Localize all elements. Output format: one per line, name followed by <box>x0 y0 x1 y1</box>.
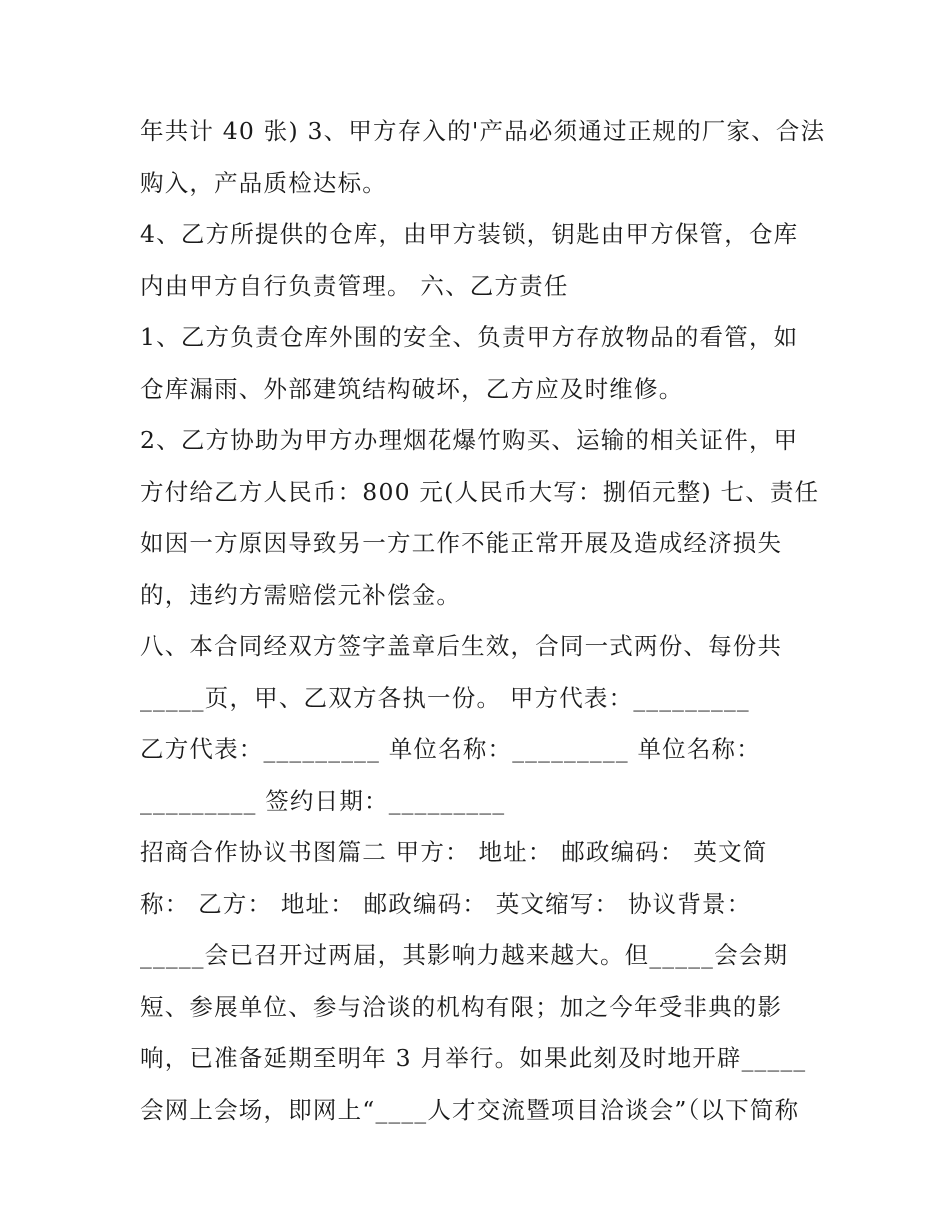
text-line-12: _____页，甲、乙双方各执一份。 甲方代表：_________ <box>140 683 750 712</box>
text-line-6: 仓库漏雨、外部建筑结构破坏，乙方应及时维修。 <box>140 374 684 403</box>
text-line-14: _________ 签约日期：_________ <box>140 786 506 815</box>
text-line-17: _____会已召开过两届，其影响力越来越大。但_____会会期 <box>140 941 789 969</box>
text-line-18: 短、参展单位、参与洽谈的机构有限；加之今年受非典的影 <box>140 992 783 1021</box>
text-line-10: 的，违约方需赔偿元补偿金。 <box>140 580 462 609</box>
text-line-2: 购入，产品质检达标。 <box>140 168 387 197</box>
text-line-11: 八、本合同经双方签字盖章后生效，合同一式两份、每份共 <box>140 632 783 660</box>
document-body <box>140 106 826 1136</box>
text-line-20: 会网上会场，即网上“____人才交流暨项目洽谈会”（以下简称 <box>140 1095 800 1124</box>
text-line-1: 年共计 40 张) 3、甲方存入的'产品必须通过正规的厂家、合法 <box>140 117 826 145</box>
text-line-15: 招商合作协议书图篇二 甲方： 地址： 邮政编码： 英文简 <box>140 838 768 866</box>
text-line-3: 4、乙方所提供的仓库，由甲方装锁，钥匙由甲方保管，仓库 <box>140 220 799 248</box>
text-line-7: 2、乙方协助为甲方办理烟花爆竹购买、运输的相关证件，甲 <box>140 426 799 454</box>
text-line-19: 响，已准备延期至明年 3 月举行。如果此刻及时地开辟_____ <box>140 1044 807 1072</box>
text-line-5: 1、乙方负责仓库外围的安全、负责甲方存放物品的看管，如 <box>140 323 799 351</box>
text-line-16: 称： 乙方： 地址： 邮政编码： 英文缩写： 协议背景： <box>140 889 752 918</box>
text-line-4: 内由甲方自行负责管理。 六、乙方责任 <box>140 271 569 300</box>
text-line-13: 乙方代表：_________ 单位名称：_________ 单位名称： <box>140 735 761 763</box>
text-line-9: 如因一方原因导致另一方工作不能正常开展及造成经济损失 <box>140 529 783 557</box>
text-line-8: 方付给乙方人民币：800 元(人民币大写：捌佰元整) 七、责任 <box>140 477 820 506</box>
